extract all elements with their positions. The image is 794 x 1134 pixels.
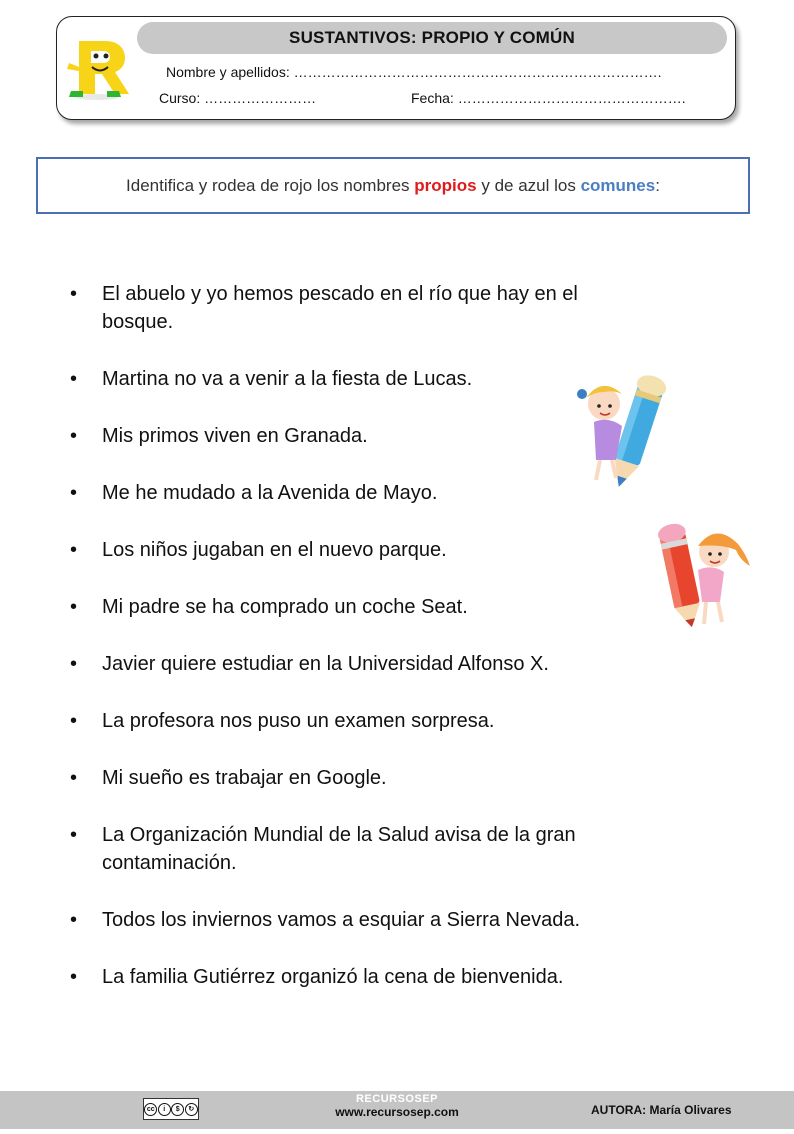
instruction-text-2: y de azul los: [481, 175, 576, 195]
name-field[interactable]: Nombre y apellidos: …………………………………………………………………….: [166, 64, 662, 80]
instruction-box: [36, 157, 750, 214]
girl-with-blue-pencil-icon: [572, 364, 682, 496]
sentence-item: • La Organización Mundial de la Salud avisa de la gran contaminación.: [70, 821, 632, 877]
sentence-item: • Martina no va a venir a la fiesta de Lucas.: [70, 365, 630, 393]
sentence-item: • Javier quiere estudiar en la Universidad Alfonso X.: [70, 650, 630, 678]
worksheet-header: [56, 16, 736, 120]
sentence-item: • Todos los inviernos vamos a esquiar a Sierra Nevada.: [70, 906, 630, 934]
site-url-link[interactable]: www.recursosep.com: [335, 1105, 459, 1119]
author-credit: AUTORA: María Olivares: [591, 1103, 732, 1117]
cc-by-nc-sa-icon: cc i $ ↻: [143, 1098, 199, 1120]
sentence-item: • La profesora nos puso un examen sorpresa.: [70, 707, 630, 735]
page-footer: [0, 1091, 794, 1129]
sentence-item: • Los niños jugaban en el nuevo parque.: [70, 536, 630, 564]
page-title: SUSTANTIVOS: PROPIO Y COMÚN: [137, 22, 727, 54]
date-field[interactable]: Fecha: ………………………………………….: [411, 90, 686, 106]
girl-with-red-pencil-icon: [648, 516, 752, 630]
site-name: RECURSOSEP: [355, 1093, 439, 1105]
instruction-text-1: Identifica y rodea de rojo los nombres: [126, 175, 410, 195]
sentence-item: • El abuelo y yo hemos pescado en el río que hay en el bosque.: [70, 280, 630, 336]
sentence-item: • La familia Gutiérrez organizó la cena de bienvenida.: [70, 963, 630, 991]
instruction-word-propios: propios: [414, 175, 477, 195]
sentence-item: • Mi padre se ha comprado un coche Seat.: [70, 593, 630, 621]
instruction-word-comunes: comunes: [580, 175, 656, 195]
course-field[interactable]: Curso: ……………………: [159, 90, 317, 106]
sentence-list: [70, 280, 630, 1020]
sentence-item: • Me he mudado a la Avenida de Mayo.: [70, 479, 630, 507]
letter-r-mascot-icon: [61, 35, 133, 101]
instruction-text-3: :: [655, 175, 660, 195]
sentence-item: • Mis primos viven en Granada.: [70, 422, 630, 450]
sentence-item: • Mi sueño es trabajar en Google.: [70, 764, 630, 792]
